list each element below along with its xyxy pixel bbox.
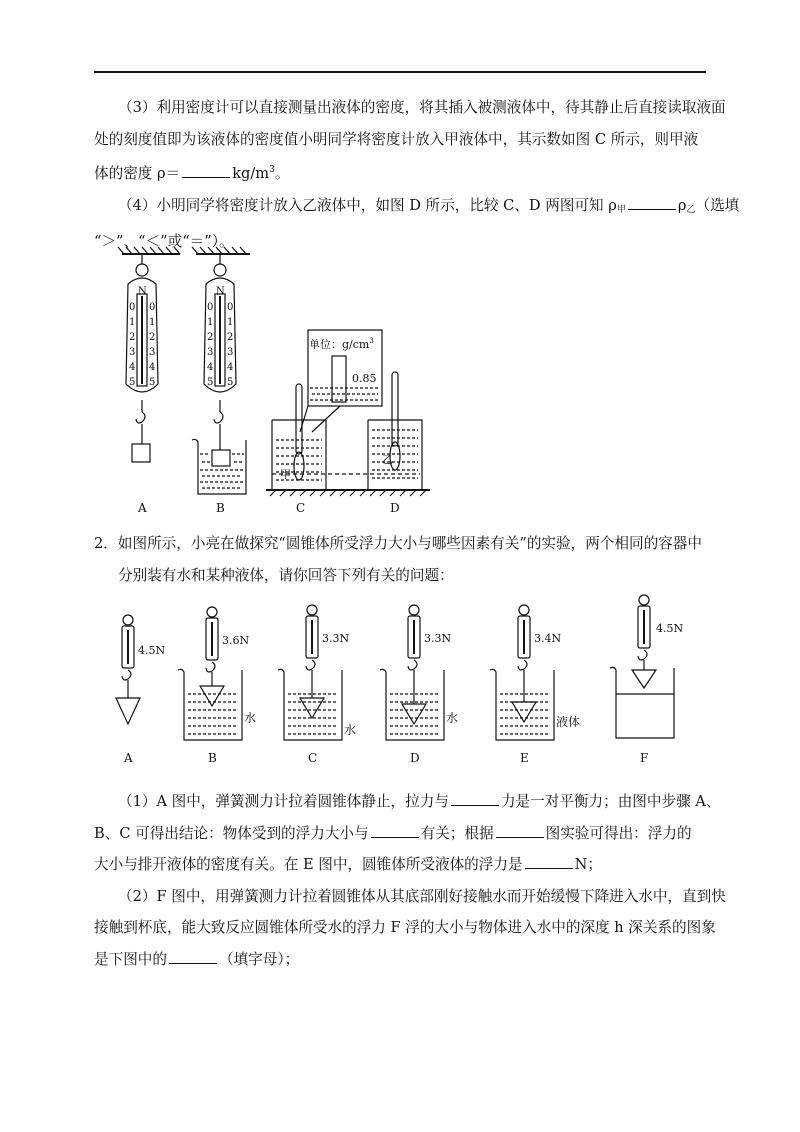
answer-blank	[182, 163, 230, 178]
q2-intro-line2: 分别装有水和某种液体，请你回答下列有关的问题：	[118, 566, 454, 584]
caption-b: B	[216, 501, 225, 515]
svg-text:0: 0	[129, 302, 136, 313]
answer-blank	[169, 949, 217, 964]
label-yi: 乙	[382, 453, 393, 466]
caption-a: A	[138, 501, 147, 515]
caption-2c: C	[308, 751, 318, 765]
liquid-c: 水	[344, 723, 357, 737]
question-2-intro	[94, 528, 706, 591]
caption-2d: D	[410, 751, 420, 765]
svg-text:3: 3	[207, 347, 214, 358]
svg-text:3: 3	[149, 347, 156, 358]
caption-2a: A	[124, 751, 133, 765]
svg-text:3: 3	[129, 347, 136, 358]
svg-text:5: 5	[129, 377, 136, 388]
liquid-d: 水	[446, 711, 459, 725]
q2-a-line1: （1）A 图中，弹簧测力计拉着圆锥体静止，拉力与 力是一对平衡力；由图中步骤 A、	[118, 793, 721, 810]
q2-b-line1: （2）F 图中，用弹簧测力计拉着圆锥体从其底部刚好接触水而开始缓慢下降进入水中，直到快	[118, 887, 726, 905]
reading-c: 3.3N	[322, 632, 350, 645]
answer-blank	[451, 791, 499, 806]
q2-a-line3: 大小与排开液体的密度有关。在 E 图中，圆锥体所受液体的浮力是 N；	[94, 856, 602, 873]
q1-p3-line3: 体的密度 $\rho= kg/m^3$。	[94, 165, 290, 182]
answer-blank	[371, 823, 419, 838]
svg-text:1: 1	[207, 317, 214, 328]
q2-b-line2: 接触到杯底，能大致反应圆锥体所受水的浮力 F 浮的大小与物体进入水中的深度 h 深关系的图象	[94, 919, 716, 936]
answer-blank	[496, 823, 544, 838]
caption-2e: E	[520, 751, 529, 765]
answer-blank	[628, 195, 676, 210]
svg-text:4: 4	[129, 362, 136, 373]
caption-2b: B	[208, 751, 217, 765]
caption-c: C	[296, 501, 306, 515]
svg-text:0: 0	[207, 302, 214, 313]
svg-text:0: 0	[149, 302, 156, 313]
scale-a-unit: N	[138, 286, 147, 297]
liquid-e: 液体	[556, 715, 581, 729]
svg-text:5: 5	[227, 377, 234, 388]
reading-f: 4.5N	[656, 622, 684, 635]
reading-b: 3.6N	[222, 634, 250, 647]
question-1-text	[94, 92, 740, 258]
caption-2f: F	[640, 751, 649, 765]
svg-text:5: 5	[149, 377, 156, 388]
q2-a-line2: B、C 可得出结论：物体受到的浮力大小与 有关；根据 图实验可得出：浮力的	[94, 824, 692, 842]
svg-text:1: 1	[149, 317, 156, 328]
svg-text:2: 2	[227, 332, 234, 343]
header-rule	[94, 71, 706, 73]
svg-text:5: 5	[207, 377, 214, 388]
svg-text:1: 1	[129, 317, 136, 328]
reading-e: 3.4N	[534, 632, 562, 645]
svg-text:2: 2	[129, 332, 136, 343]
callout-value: 0.85	[352, 372, 377, 385]
answer-blank	[525, 854, 573, 869]
svg-text:3: 3	[227, 347, 234, 358]
svg-text:4: 4	[227, 362, 234, 373]
q1-p3-line1: （3）利用密度计可以直接测量出液体的密度，将其插入被测液体中，待其静止后直接读取液面	[118, 99, 726, 116]
svg-text:2: 2	[207, 332, 214, 343]
figure-1-apparatus	[100, 244, 440, 520]
q1-p4-line1: （4）小明同学将密度计放入乙液体中，如图 D 所示，比较 C、D 两图可知 $\rho_甲$ $\rho_乙$（选填	[118, 196, 740, 215]
reading-d: 3.3N	[424, 632, 452, 645]
q2-intro-line1: 2．如图所示，小亮在做探究“圆锥体所受浮力大小与哪些因素有关”的实验，两个相同的容器中	[94, 535, 702, 552]
question-2-parts	[94, 786, 726, 975]
svg-text:2: 2	[149, 332, 156, 343]
svg-text:0: 0	[227, 302, 234, 313]
svg-text:1: 1	[227, 317, 234, 328]
svg-text:4: 4	[149, 362, 156, 373]
q1-p4-line2: “＞”、“＜”或“＝”）。	[94, 233, 234, 250]
label-jia: 甲	[280, 468, 291, 481]
svg-text:4: 4	[207, 362, 214, 373]
q2-b-line3: 是下图中的 （填字母）；	[94, 950, 300, 968]
liquid-b: 水	[244, 711, 257, 725]
reading-a: 4.5N	[138, 644, 166, 657]
scale-b-unit: N	[216, 286, 225, 297]
callout-unit: 单位：$g/cm^3$	[309, 337, 374, 351]
caption-d: D	[390, 501, 400, 515]
figure-2-buoyancy	[100, 590, 700, 770]
q1-p3-line2: 处的刻度值即为该液体的密度值小明同学将密度计放入甲液体中，其示数如图 C 所示，则甲液	[94, 130, 699, 148]
